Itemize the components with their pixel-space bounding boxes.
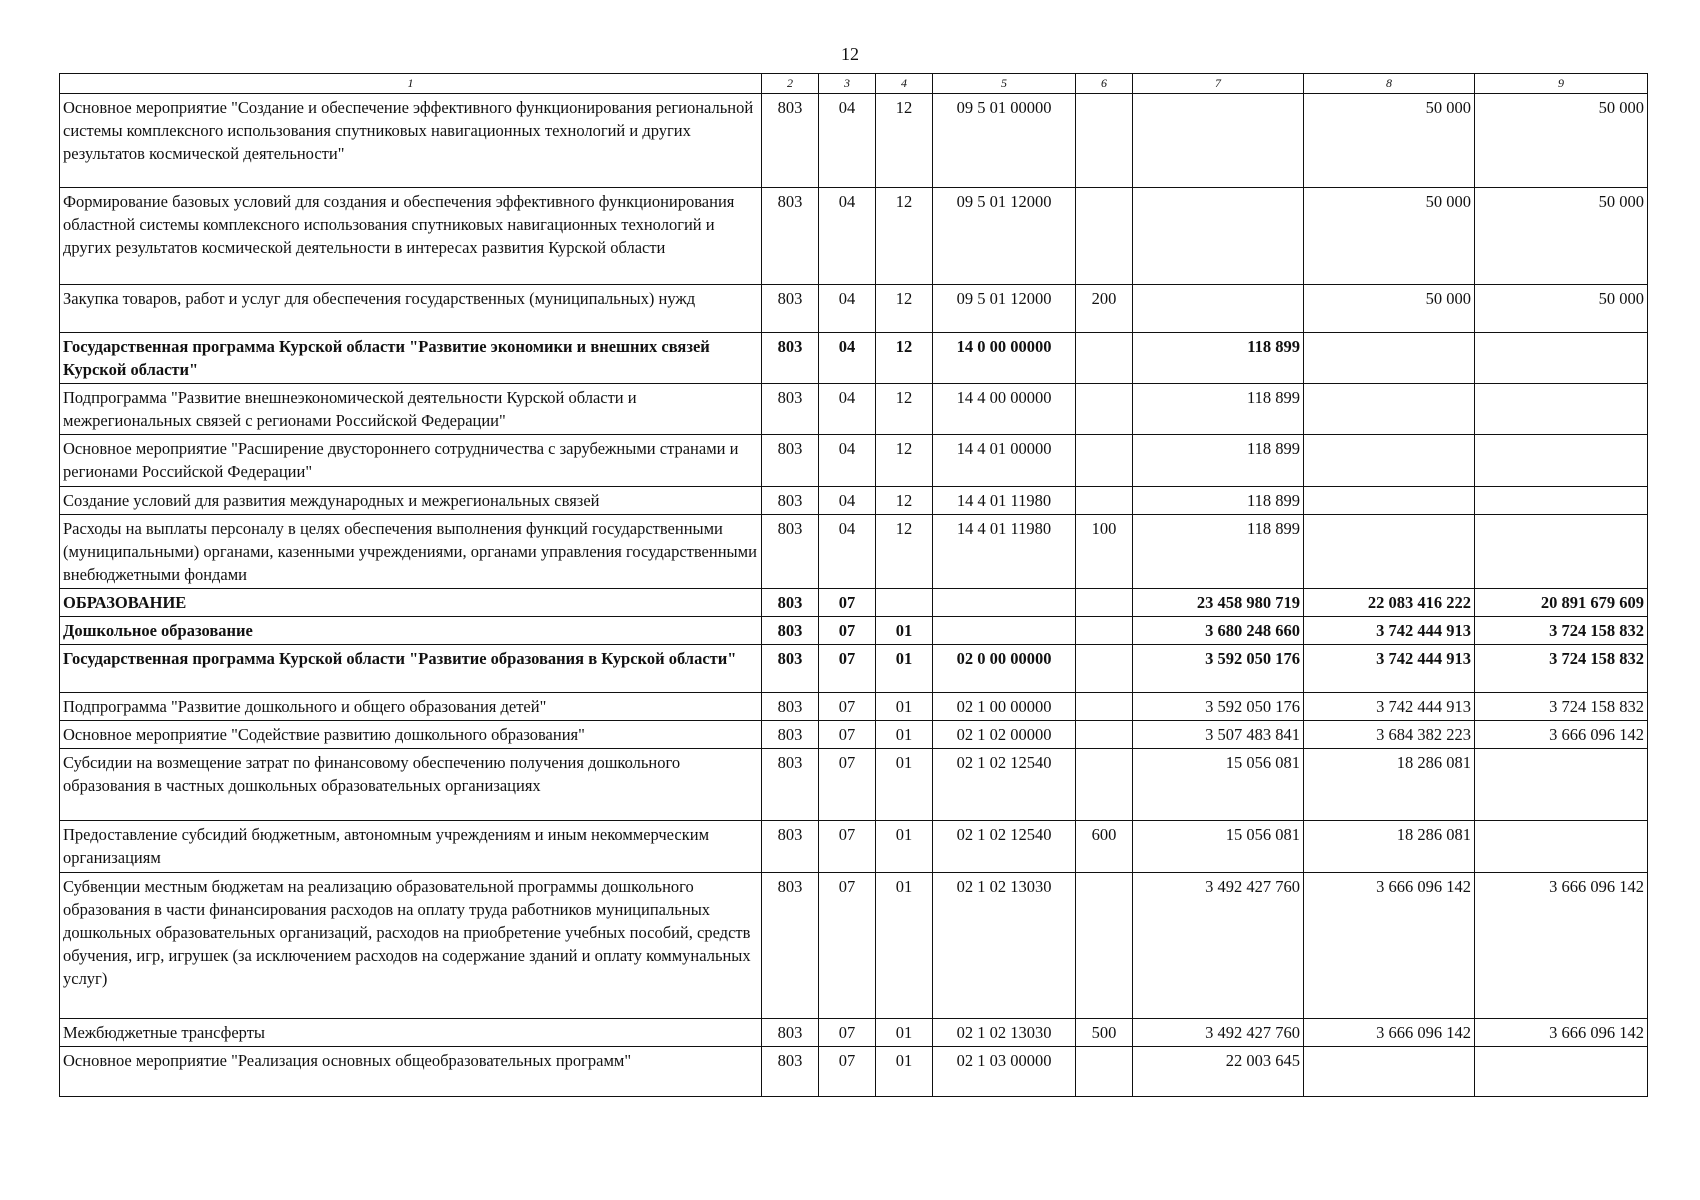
- row-amount-col8: 18 286 081: [1304, 749, 1475, 821]
- row-amount-col9: 3 666 096 142: [1475, 872, 1648, 1018]
- header-col-2: 2: [762, 74, 819, 94]
- row-section-code: 07: [819, 821, 876, 872]
- row-amount-col9: [1475, 486, 1648, 514]
- row-target-article: 14 4 01 00000: [933, 435, 1076, 486]
- row-subsection-code: 12: [876, 333, 933, 384]
- row-section-code: 07: [819, 588, 876, 616]
- row-amount-col8: [1304, 384, 1475, 435]
- row-amount-col7: 15 056 081: [1133, 749, 1304, 821]
- row-expense-type: [1076, 693, 1133, 721]
- row-amount-col7: 23 458 980 719: [1133, 588, 1304, 616]
- row-section-code: 04: [819, 333, 876, 384]
- table-row: [60, 721, 1648, 749]
- header-col-4: 4: [876, 74, 933, 94]
- row-amount-col8: 50 000: [1304, 188, 1475, 285]
- row-section-code: 07: [819, 693, 876, 721]
- row-subsection-code: 01: [876, 821, 933, 872]
- table-row: [60, 588, 1648, 616]
- row-ministry-code: 803: [762, 693, 819, 721]
- row-amount-col7: 15 056 081: [1133, 821, 1304, 872]
- row-section-code: 07: [819, 872, 876, 1018]
- row-amount-col7: 3 492 427 760: [1133, 872, 1304, 1018]
- row-amount-col9: [1475, 514, 1648, 588]
- row-amount-col9: 50 000: [1475, 94, 1648, 188]
- table-row: [60, 435, 1648, 486]
- row-expense-type: [1076, 617, 1133, 645]
- row-ministry-code: 803: [762, 617, 819, 645]
- row-amount-col7: 3 492 427 760: [1133, 1018, 1304, 1046]
- row-section-code: 04: [819, 285, 876, 333]
- row-amount-col8: [1304, 1046, 1475, 1096]
- row-amount-col9: 50 000: [1475, 285, 1648, 333]
- row-section-code: 07: [819, 721, 876, 749]
- row-ministry-code: 803: [762, 1018, 819, 1046]
- page-number: 12: [841, 44, 859, 64]
- row-amount-col7: [1133, 285, 1304, 333]
- row-target-article: [933, 588, 1076, 616]
- row-amount-col9: [1475, 749, 1648, 821]
- table-row: [60, 872, 1648, 1018]
- row-amount-col9: 3 724 158 832: [1475, 617, 1648, 645]
- table-row: [60, 693, 1648, 721]
- row-subsection-code: 01: [876, 749, 933, 821]
- row-amount-col7: 3 507 483 841: [1133, 721, 1304, 749]
- row-ministry-code: 803: [762, 588, 819, 616]
- row-ministry-code: 803: [762, 285, 819, 333]
- row-amount-col7: 3 592 050 176: [1133, 693, 1304, 721]
- row-subsection-code: 01: [876, 1046, 933, 1096]
- table-row: [60, 514, 1648, 588]
- row-expense-type: [1076, 384, 1133, 435]
- row-expense-type: [1076, 188, 1133, 285]
- row-expense-type: [1076, 1046, 1133, 1096]
- row-amount-col8: 3 666 096 142: [1304, 872, 1475, 1018]
- row-amount-col9: 20 891 679 609: [1475, 588, 1648, 616]
- budget-table: [59, 73, 1648, 1097]
- row-target-article: 14 4 01 11980: [933, 514, 1076, 588]
- header-col-3: 3: [819, 74, 876, 94]
- table-row: [60, 645, 1648, 693]
- row-description: Основное мероприятие "Реализация основных общеобразовательных программ": [60, 1046, 762, 1096]
- row-description: Государственная программа Курской области "Развитие образования в Курской области": [60, 645, 762, 693]
- header-col-1: 1: [60, 74, 762, 94]
- row-description: Формирование базовых условий для создания и обеспечения эффективного функционирования областной системы комплексного использования спутниковых навигационных технологий и других результатов космической деятельности в интересах развития Курской области: [60, 188, 762, 285]
- row-section-code: 04: [819, 384, 876, 435]
- row-ministry-code: 803: [762, 384, 819, 435]
- row-target-article: 09 5 01 00000: [933, 94, 1076, 188]
- row-subsection-code: 12: [876, 435, 933, 486]
- row-amount-col8: [1304, 435, 1475, 486]
- row-amount-col8: 50 000: [1304, 285, 1475, 333]
- row-description: Закупка товаров, работ и услуг для обеспечения государственных (муниципальных) нужд: [60, 285, 762, 333]
- row-amount-col7: 118 899: [1133, 384, 1304, 435]
- row-expense-type: [1076, 749, 1133, 821]
- row-amount-col9: [1475, 435, 1648, 486]
- row-expense-type: 100: [1076, 514, 1133, 588]
- row-expense-type: [1076, 435, 1133, 486]
- row-ministry-code: 803: [762, 1046, 819, 1096]
- row-amount-col9: 3 666 096 142: [1475, 721, 1648, 749]
- row-subsection-code: [876, 588, 933, 616]
- table-row: [60, 486, 1648, 514]
- row-target-article: 02 1 02 12540: [933, 749, 1076, 821]
- row-expense-type: [1076, 486, 1133, 514]
- row-section-code: 07: [819, 1018, 876, 1046]
- header-col-8: 8: [1304, 74, 1475, 94]
- row-expense-type: [1076, 872, 1133, 1018]
- table-row: [60, 94, 1648, 188]
- row-expense-type: [1076, 333, 1133, 384]
- row-amount-col9: [1475, 821, 1648, 872]
- row-subsection-code: 12: [876, 285, 933, 333]
- table-row: [60, 1018, 1648, 1046]
- row-amount-col9: 3 724 158 832: [1475, 645, 1648, 693]
- row-target-article: 02 1 03 00000: [933, 1046, 1076, 1096]
- header-row: [60, 74, 1648, 94]
- row-expense-type: [1076, 721, 1133, 749]
- row-description: Создание условий для развития международных и межрегиональных связей: [60, 486, 762, 514]
- header-col-9: 9: [1475, 74, 1648, 94]
- row-description: Дошкольное образование: [60, 617, 762, 645]
- row-amount-col7: 118 899: [1133, 333, 1304, 384]
- header-col-5: 5: [933, 74, 1076, 94]
- row-ministry-code: 803: [762, 872, 819, 1018]
- row-amount-col9: 50 000: [1475, 188, 1648, 285]
- row-amount-col8: 3 742 444 913: [1304, 645, 1475, 693]
- row-section-code: 07: [819, 1046, 876, 1096]
- row-description: Основное мероприятие "Расширение двустороннего сотрудничества с зарубежными странами и регионами Российской Федерации": [60, 435, 762, 486]
- row-target-article: [933, 617, 1076, 645]
- row-subsection-code: 01: [876, 1018, 933, 1046]
- row-subsection-code: 01: [876, 693, 933, 721]
- table-row: [60, 333, 1648, 384]
- row-amount-col7: [1133, 188, 1304, 285]
- row-ministry-code: 803: [762, 514, 819, 588]
- row-description: Расходы на выплаты персоналу в целях обеспечения выполнения функций государственными (муниципальными) органами, казенными учреждениями, органами управления государственными внебюджетными фондами: [60, 514, 762, 588]
- row-amount-col7: [1133, 94, 1304, 188]
- row-expense-type: 200: [1076, 285, 1133, 333]
- row-expense-type: [1076, 588, 1133, 616]
- row-amount-col9: 3 724 158 832: [1475, 693, 1648, 721]
- row-subsection-code: 12: [876, 486, 933, 514]
- row-amount-col8: 3 666 096 142: [1304, 1018, 1475, 1046]
- table-row: [60, 188, 1648, 285]
- row-amount-col8: 3 684 382 223: [1304, 721, 1475, 749]
- row-ministry-code: 803: [762, 333, 819, 384]
- row-description: Основное мероприятие "Содействие развитию дошкольного образования": [60, 721, 762, 749]
- row-subsection-code: 01: [876, 721, 933, 749]
- row-subsection-code: 01: [876, 872, 933, 1018]
- row-section-code: 04: [819, 94, 876, 188]
- row-ministry-code: 803: [762, 821, 819, 872]
- row-amount-col8: 18 286 081: [1304, 821, 1475, 872]
- row-amount-col8: 3 742 444 913: [1304, 693, 1475, 721]
- row-amount-col7: 118 899: [1133, 486, 1304, 514]
- row-amount-col8: 22 083 416 222: [1304, 588, 1475, 616]
- row-amount-col7: 22 003 645: [1133, 1046, 1304, 1096]
- row-section-code: 04: [819, 435, 876, 486]
- row-ministry-code: 803: [762, 435, 819, 486]
- row-description: Межбюджетные трансферты: [60, 1018, 762, 1046]
- row-ministry-code: 803: [762, 486, 819, 514]
- row-description: Государственная программа Курской области "Развитие экономики и внешних связей Курской области": [60, 333, 762, 384]
- row-subsection-code: 12: [876, 188, 933, 285]
- header-col-6: 6: [1076, 74, 1133, 94]
- row-section-code: 04: [819, 188, 876, 285]
- row-amount-col7: 3 592 050 176: [1133, 645, 1304, 693]
- row-amount-col9: [1475, 1046, 1648, 1096]
- row-amount-col7: 3 680 248 660: [1133, 617, 1304, 645]
- row-target-article: 14 4 01 11980: [933, 486, 1076, 514]
- table-row: [60, 821, 1648, 872]
- table-row: [60, 749, 1648, 821]
- row-subsection-code: 12: [876, 384, 933, 435]
- row-description: Основное мероприятие "Создание и обеспечение эффективного функционирования региональной системы комплексного использования спутниковых навигационных технологий и других результатов космической деятельности": [60, 94, 762, 188]
- table-row: [60, 617, 1648, 645]
- row-section-code: 07: [819, 749, 876, 821]
- row-section-code: 07: [819, 617, 876, 645]
- row-amount-col7: 118 899: [1133, 514, 1304, 588]
- row-target-article: 02 1 02 12540: [933, 821, 1076, 872]
- row-amount-col9: [1475, 333, 1648, 384]
- table-row: [60, 1046, 1648, 1096]
- row-target-article: 09 5 01 12000: [933, 285, 1076, 333]
- table-row: [60, 285, 1648, 333]
- row-amount-col8: [1304, 514, 1475, 588]
- row-ministry-code: 803: [762, 94, 819, 188]
- row-description: Субсидии на возмещение затрат по финансовому обеспечению получения дошкольного образования в частных дошкольных образовательных организациях: [60, 749, 762, 821]
- row-subsection-code: 01: [876, 645, 933, 693]
- row-target-article: 14 4 00 00000: [933, 384, 1076, 435]
- row-expense-type: 600: [1076, 821, 1133, 872]
- row-target-article: 02 1 02 00000: [933, 721, 1076, 749]
- row-expense-type: [1076, 645, 1133, 693]
- budget-table-body: [60, 94, 1648, 1097]
- row-ministry-code: 803: [762, 749, 819, 821]
- row-amount-col8: 50 000: [1304, 94, 1475, 188]
- header-col-7: 7: [1133, 74, 1304, 94]
- row-amount-col8: [1304, 486, 1475, 514]
- row-description: Предоставление субсидий бюджетным, автономным учреждениям и иным некоммерческим организациям: [60, 821, 762, 872]
- row-subsection-code: 12: [876, 514, 933, 588]
- row-subsection-code: 12: [876, 94, 933, 188]
- row-target-article: 02 0 00 00000: [933, 645, 1076, 693]
- row-amount-col7: 118 899: [1133, 435, 1304, 486]
- row-target-article: 09 5 01 12000: [933, 188, 1076, 285]
- table-row: [60, 384, 1648, 435]
- row-target-article: 02 1 02 13030: [933, 1018, 1076, 1046]
- row-target-article: 02 1 02 13030: [933, 872, 1076, 1018]
- row-description: Подпрограмма "Развитие внешнеэкономической деятельности Курской области и межрегиональных связей с регионами Российской Федерации": [60, 384, 762, 435]
- row-ministry-code: 803: [762, 645, 819, 693]
- row-amount-col8: [1304, 333, 1475, 384]
- row-description: ОБРАЗОВАНИЕ: [60, 588, 762, 616]
- row-expense-type: [1076, 94, 1133, 188]
- row-ministry-code: 803: [762, 721, 819, 749]
- row-target-article: 02 1 00 00000: [933, 693, 1076, 721]
- row-expense-type: 500: [1076, 1018, 1133, 1046]
- row-ministry-code: 803: [762, 188, 819, 285]
- row-description: Субвенции местным бюджетам на реализацию образовательной программы дошкольного образования в части финансирования расходов на оплату труда работников муниципальных дошкольных образовательных организаций, расходов на приобретение учебных пособий, средств обучения, игр, игрушек (за исключением расходов на содержание зданий и оплату коммунальных услуг): [60, 872, 762, 1018]
- row-section-code: 07: [819, 645, 876, 693]
- row-amount-col9: 3 666 096 142: [1475, 1018, 1648, 1046]
- row-amount-col8: 3 742 444 913: [1304, 617, 1475, 645]
- row-description: Подпрограмма "Развитие дошкольного и общего образования детей": [60, 693, 762, 721]
- row-target-article: 14 0 00 00000: [933, 333, 1076, 384]
- row-amount-col9: [1475, 384, 1648, 435]
- row-section-code: 04: [819, 486, 876, 514]
- row-section-code: 04: [819, 514, 876, 588]
- row-subsection-code: 01: [876, 617, 933, 645]
